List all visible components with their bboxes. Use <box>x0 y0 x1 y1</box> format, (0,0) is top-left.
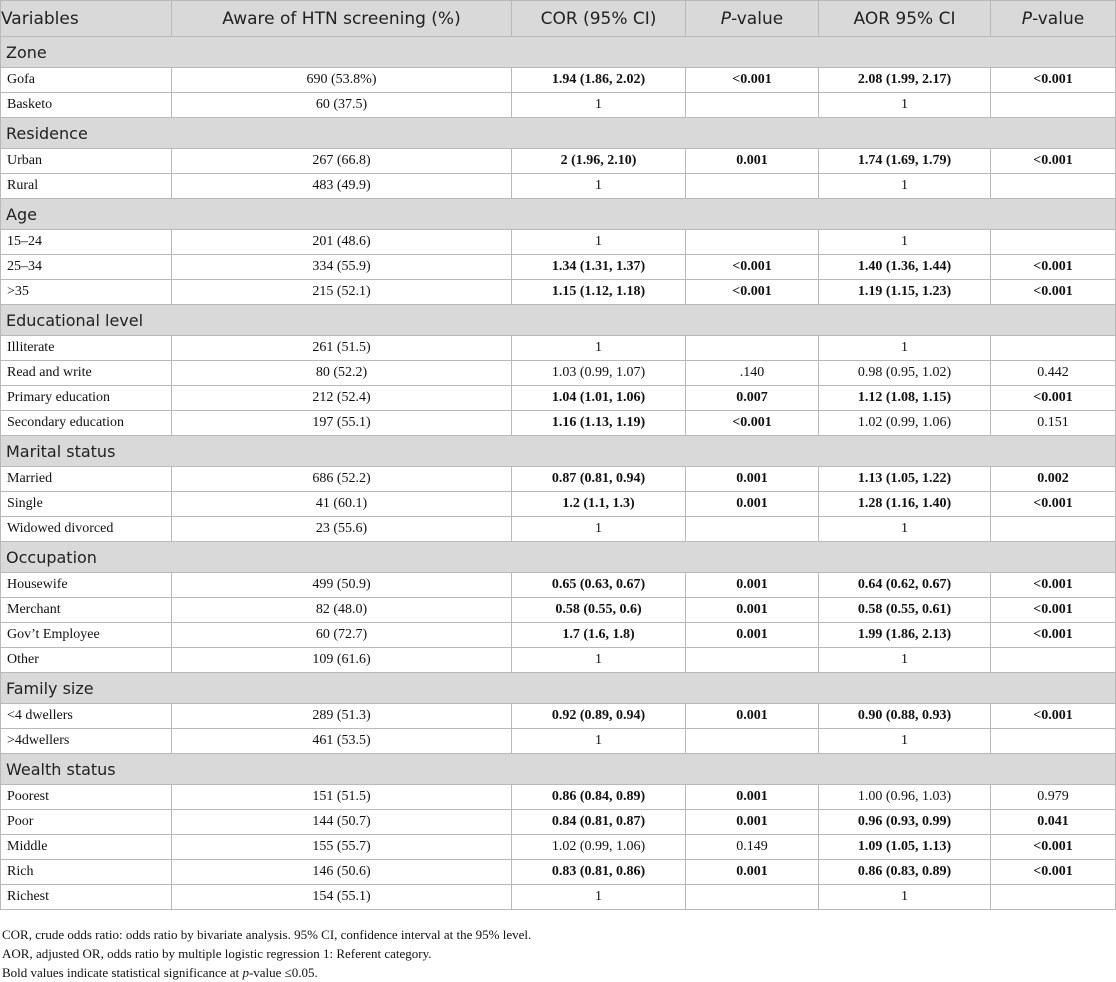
cell-aor: 1.40 (1.36, 1.44) <box>819 255 991 280</box>
cell-aor-pvalue: 0.002 <box>991 467 1116 492</box>
header-aor-pvalue: P-value <box>991 1 1116 37</box>
cell-variable: Poorest <box>1 785 172 810</box>
section-title: Family size <box>1 673 1116 704</box>
cell-cor-pvalue: 0.001 <box>686 860 819 885</box>
cell-cor: 1 <box>512 174 686 199</box>
cell-variable: Primary education <box>1 386 172 411</box>
table-row <box>1 492 1116 517</box>
cell-aware: 60 (37.5) <box>172 93 512 118</box>
cell-cor: 1 <box>512 517 686 542</box>
cell-cor-pvalue <box>686 93 819 118</box>
cell-aware: 690 (53.8%) <box>172 68 512 93</box>
header-variables: Variables <box>1 1 172 37</box>
cell-aor: 0.96 (0.93, 0.99) <box>819 810 991 835</box>
section-row-zone <box>1 37 1116 68</box>
cell-aware: 461 (53.5) <box>172 729 512 754</box>
cell-variable: Married <box>1 467 172 492</box>
cell-aor-pvalue: <0.001 <box>991 704 1116 729</box>
cell-aor: 1.02 (0.99, 1.06) <box>819 411 991 436</box>
cell-cor: 0.83 (0.81, 0.86) <box>512 860 686 885</box>
cell-aware: 60 (72.7) <box>172 623 512 648</box>
table-row <box>1 467 1116 492</box>
cell-variable: 25–34 <box>1 255 172 280</box>
cell-variable: Single <box>1 492 172 517</box>
cell-cor-pvalue <box>686 230 819 255</box>
cell-aor: 2.08 (1.99, 2.17) <box>819 68 991 93</box>
cell-aware: 686 (52.2) <box>172 467 512 492</box>
cell-aor-pvalue: <0.001 <box>991 149 1116 174</box>
table-row <box>1 517 1116 542</box>
table-row <box>1 860 1116 885</box>
table-row <box>1 598 1116 623</box>
section-row-wealth-status <box>1 754 1116 785</box>
cell-variable: Gofa <box>1 68 172 93</box>
table-row <box>1 648 1116 673</box>
cell-cor-pvalue: 0.007 <box>686 386 819 411</box>
cell-cor: 2 (1.96, 2.10) <box>512 149 686 174</box>
cell-cor: 0.87 (0.81, 0.94) <box>512 467 686 492</box>
cell-aware: 261 (51.5) <box>172 336 512 361</box>
cell-cor: 0.92 (0.89, 0.94) <box>512 704 686 729</box>
cell-aor-pvalue: <0.001 <box>991 835 1116 860</box>
cell-aor-pvalue <box>991 517 1116 542</box>
cell-variable: >35 <box>1 280 172 305</box>
cell-variable: Richest <box>1 885 172 910</box>
cell-aor: 1.09 (1.05, 1.13) <box>819 835 991 860</box>
cell-variable: Urban <box>1 149 172 174</box>
cell-cor-pvalue: <0.001 <box>686 411 819 436</box>
section-title: Marital status <box>1 436 1116 467</box>
header-aware: Aware of HTN screening (%) <box>172 1 512 37</box>
cell-aor: 1.74 (1.69, 1.79) <box>819 149 991 174</box>
cell-cor: 1 <box>512 729 686 754</box>
table-row <box>1 386 1116 411</box>
table-row <box>1 885 1116 910</box>
cell-variable: Gov’t Employee <box>1 623 172 648</box>
cell-aor: 1 <box>819 174 991 199</box>
table-row <box>1 174 1116 199</box>
cell-aor-pvalue <box>991 174 1116 199</box>
cell-cor-pvalue: 0.001 <box>686 704 819 729</box>
cell-aware: 41 (60.1) <box>172 492 512 517</box>
cell-aware: 80 (52.2) <box>172 361 512 386</box>
cell-variable: Rural <box>1 174 172 199</box>
footnote-cor: COR, crude odds ratio: odds ratio by bivariate analysis. 95% CI, confidence interval at the 95% level. <box>2 927 532 942</box>
table-row <box>1 68 1116 93</box>
cell-aor-pvalue: <0.001 <box>991 255 1116 280</box>
section-row-family-size <box>1 673 1116 704</box>
cell-cor-pvalue <box>686 336 819 361</box>
cell-cor-pvalue: 0.001 <box>686 623 819 648</box>
cell-cor: 1.34 (1.31, 1.37) <box>512 255 686 280</box>
table-row <box>1 623 1116 648</box>
section-row-occupation <box>1 542 1116 573</box>
footnote-aor: AOR, adjusted OR, odds ratio by multiple logistic regression 1: Referent category. <box>2 946 432 961</box>
cell-aware: 23 (55.6) <box>172 517 512 542</box>
cell-aor-pvalue <box>991 885 1116 910</box>
section-title: Wealth status <box>1 754 1116 785</box>
section-title: Educational level <box>1 305 1116 336</box>
cell-aware: 267 (66.8) <box>172 149 512 174</box>
cell-aware: 499 (50.9) <box>172 573 512 598</box>
cell-aor: 0.98 (0.95, 1.02) <box>819 361 991 386</box>
cell-variable: Secondary education <box>1 411 172 436</box>
section-title: Age <box>1 199 1116 230</box>
cell-cor: 1.94 (1.86, 2.02) <box>512 68 686 93</box>
table-row <box>1 149 1116 174</box>
cell-aor: 0.90 (0.88, 0.93) <box>819 704 991 729</box>
cell-aor-pvalue: 0.041 <box>991 810 1116 835</box>
cell-variable: Basketo <box>1 93 172 118</box>
cell-cor-pvalue: 0.001 <box>686 598 819 623</box>
cell-aor-pvalue: <0.001 <box>991 68 1116 93</box>
cell-aor: 1 <box>819 648 991 673</box>
cell-cor: 1.15 (1.12, 1.18) <box>512 280 686 305</box>
section-row-residence <box>1 118 1116 149</box>
cell-aware: 155 (55.7) <box>172 835 512 860</box>
cell-cor: 1 <box>512 93 686 118</box>
cell-variable: Housewife <box>1 573 172 598</box>
cell-cor-pvalue: 0.001 <box>686 785 819 810</box>
cell-cor-pvalue <box>686 885 819 910</box>
cell-aor-pvalue: 0.151 <box>991 411 1116 436</box>
cell-aor-pvalue <box>991 336 1116 361</box>
table-row <box>1 361 1116 386</box>
cell-cor: 0.58 (0.55, 0.6) <box>512 598 686 623</box>
table-row <box>1 785 1116 810</box>
cell-variable: Poor <box>1 810 172 835</box>
cell-aor: 0.64 (0.62, 0.67) <box>819 573 991 598</box>
cell-aware: 212 (52.4) <box>172 386 512 411</box>
table-row <box>1 573 1116 598</box>
cell-aor-pvalue <box>991 729 1116 754</box>
cell-cor-pvalue: 0.001 <box>686 573 819 598</box>
cell-cor-pvalue <box>686 174 819 199</box>
cell-variable: Other <box>1 648 172 673</box>
cell-cor: 1 <box>512 336 686 361</box>
cell-cor: 0.86 (0.84, 0.89) <box>512 785 686 810</box>
cell-cor-pvalue <box>686 648 819 673</box>
cell-aor: 1.00 (0.96, 1.03) <box>819 785 991 810</box>
cell-cor: 1 <box>512 885 686 910</box>
cell-cor-pvalue: <0.001 <box>686 255 819 280</box>
cell-aware: 144 (50.7) <box>172 810 512 835</box>
footnote-bold: Bold values indicate statistical significance at p-value ≤0.05. <box>2 965 318 980</box>
cell-cor: 0.65 (0.63, 0.67) <box>512 573 686 598</box>
cell-variable: Merchant <box>1 598 172 623</box>
table-row <box>1 704 1116 729</box>
cell-aor-pvalue: <0.001 <box>991 280 1116 305</box>
table-body <box>1 37 1116 910</box>
cell-variable: >4dwellers <box>1 729 172 754</box>
cell-cor: 1.7 (1.6, 1.8) <box>512 623 686 648</box>
cell-aor-pvalue: <0.001 <box>991 573 1116 598</box>
section-title: Occupation <box>1 542 1116 573</box>
footnotes <box>2 925 531 982</box>
header-aor: AOR 95% CI <box>819 1 991 37</box>
cell-cor: 0.84 (0.81, 0.87) <box>512 810 686 835</box>
table-row <box>1 411 1116 436</box>
cell-aor-pvalue <box>991 648 1116 673</box>
cell-cor-pvalue: <0.001 <box>686 68 819 93</box>
section-title: Residence <box>1 118 1116 149</box>
cell-cor: 1 <box>512 230 686 255</box>
cell-cor-pvalue <box>686 517 819 542</box>
cell-cor: 1.03 (0.99, 1.07) <box>512 361 686 386</box>
header-cor-pvalue: P-value <box>686 1 819 37</box>
cell-aware: 151 (51.5) <box>172 785 512 810</box>
table-row <box>1 336 1116 361</box>
cell-cor-pvalue: .140 <box>686 361 819 386</box>
table-row <box>1 230 1116 255</box>
cell-aor: 1 <box>819 230 991 255</box>
header-row <box>1 1 1116 37</box>
cell-aware: 215 (52.1) <box>172 280 512 305</box>
table-row <box>1 280 1116 305</box>
cell-variable: Widowed divorced <box>1 517 172 542</box>
cell-variable: Rich <box>1 860 172 885</box>
cell-aware: 289 (51.3) <box>172 704 512 729</box>
cell-aor-pvalue: <0.001 <box>991 598 1116 623</box>
table-row <box>1 729 1116 754</box>
table-row <box>1 93 1116 118</box>
table-row <box>1 255 1116 280</box>
cell-aor-pvalue: 0.979 <box>991 785 1116 810</box>
cell-variable: 15–24 <box>1 230 172 255</box>
cell-aor: 1 <box>819 93 991 118</box>
section-row-educational-level <box>1 305 1116 336</box>
cell-aor: 1 <box>819 729 991 754</box>
cell-cor-pvalue: 0.001 <box>686 149 819 174</box>
cell-cor: 1.16 (1.13, 1.19) <box>512 411 686 436</box>
cell-aor-pvalue: <0.001 <box>991 623 1116 648</box>
cell-variable: Illiterate <box>1 336 172 361</box>
cell-aor-pvalue: <0.001 <box>991 860 1116 885</box>
cell-aor-pvalue: <0.001 <box>991 492 1116 517</box>
cell-aor: 1.99 (1.86, 2.13) <box>819 623 991 648</box>
cell-aor: 1.19 (1.15, 1.23) <box>819 280 991 305</box>
cell-variable: <4 dwellers <box>1 704 172 729</box>
section-title: Zone <box>1 37 1116 68</box>
cell-aor: 1.12 (1.08, 1.15) <box>819 386 991 411</box>
cell-cor-pvalue: 0.001 <box>686 467 819 492</box>
header-cor: COR (95% CI) <box>512 1 686 37</box>
cell-cor-pvalue: 0.001 <box>686 810 819 835</box>
cell-aor: 1.28 (1.16, 1.40) <box>819 492 991 517</box>
table-row <box>1 810 1116 835</box>
cell-aor: 0.86 (0.83, 0.89) <box>819 860 991 885</box>
cell-aor: 1 <box>819 885 991 910</box>
cell-cor-pvalue: <0.001 <box>686 280 819 305</box>
cell-cor: 1.02 (0.99, 1.06) <box>512 835 686 860</box>
cell-aor-pvalue <box>991 230 1116 255</box>
cell-cor-pvalue <box>686 729 819 754</box>
cell-aor-pvalue: <0.001 <box>991 386 1116 411</box>
cell-aware: 201 (48.6) <box>172 230 512 255</box>
cell-aor: 1 <box>819 517 991 542</box>
cell-cor: 1.2 (1.1, 1.3) <box>512 492 686 517</box>
cell-aware: 109 (61.6) <box>172 648 512 673</box>
cell-aware: 146 (50.6) <box>172 860 512 885</box>
cell-aor: 1 <box>819 336 991 361</box>
cell-variable: Middle <box>1 835 172 860</box>
table-row <box>1 835 1116 860</box>
cell-aor: 0.58 (0.55, 0.61) <box>819 598 991 623</box>
cell-aware: 483 (49.9) <box>172 174 512 199</box>
section-row-age <box>1 199 1116 230</box>
cell-aware: 334 (55.9) <box>172 255 512 280</box>
cell-variable: Read and write <box>1 361 172 386</box>
cell-cor: 1.04 (1.01, 1.06) <box>512 386 686 411</box>
cell-cor-pvalue: 0.149 <box>686 835 819 860</box>
cell-aor-pvalue <box>991 93 1116 118</box>
cell-aware: 197 (55.1) <box>172 411 512 436</box>
cell-aor-pvalue: 0.442 <box>991 361 1116 386</box>
section-row-marital-status <box>1 436 1116 467</box>
cell-cor: 1 <box>512 648 686 673</box>
cell-aor: 1.13 (1.05, 1.22) <box>819 467 991 492</box>
cell-aware: 82 (48.0) <box>172 598 512 623</box>
cell-cor-pvalue: 0.001 <box>686 492 819 517</box>
cell-aware: 154 (55.1) <box>172 885 512 910</box>
